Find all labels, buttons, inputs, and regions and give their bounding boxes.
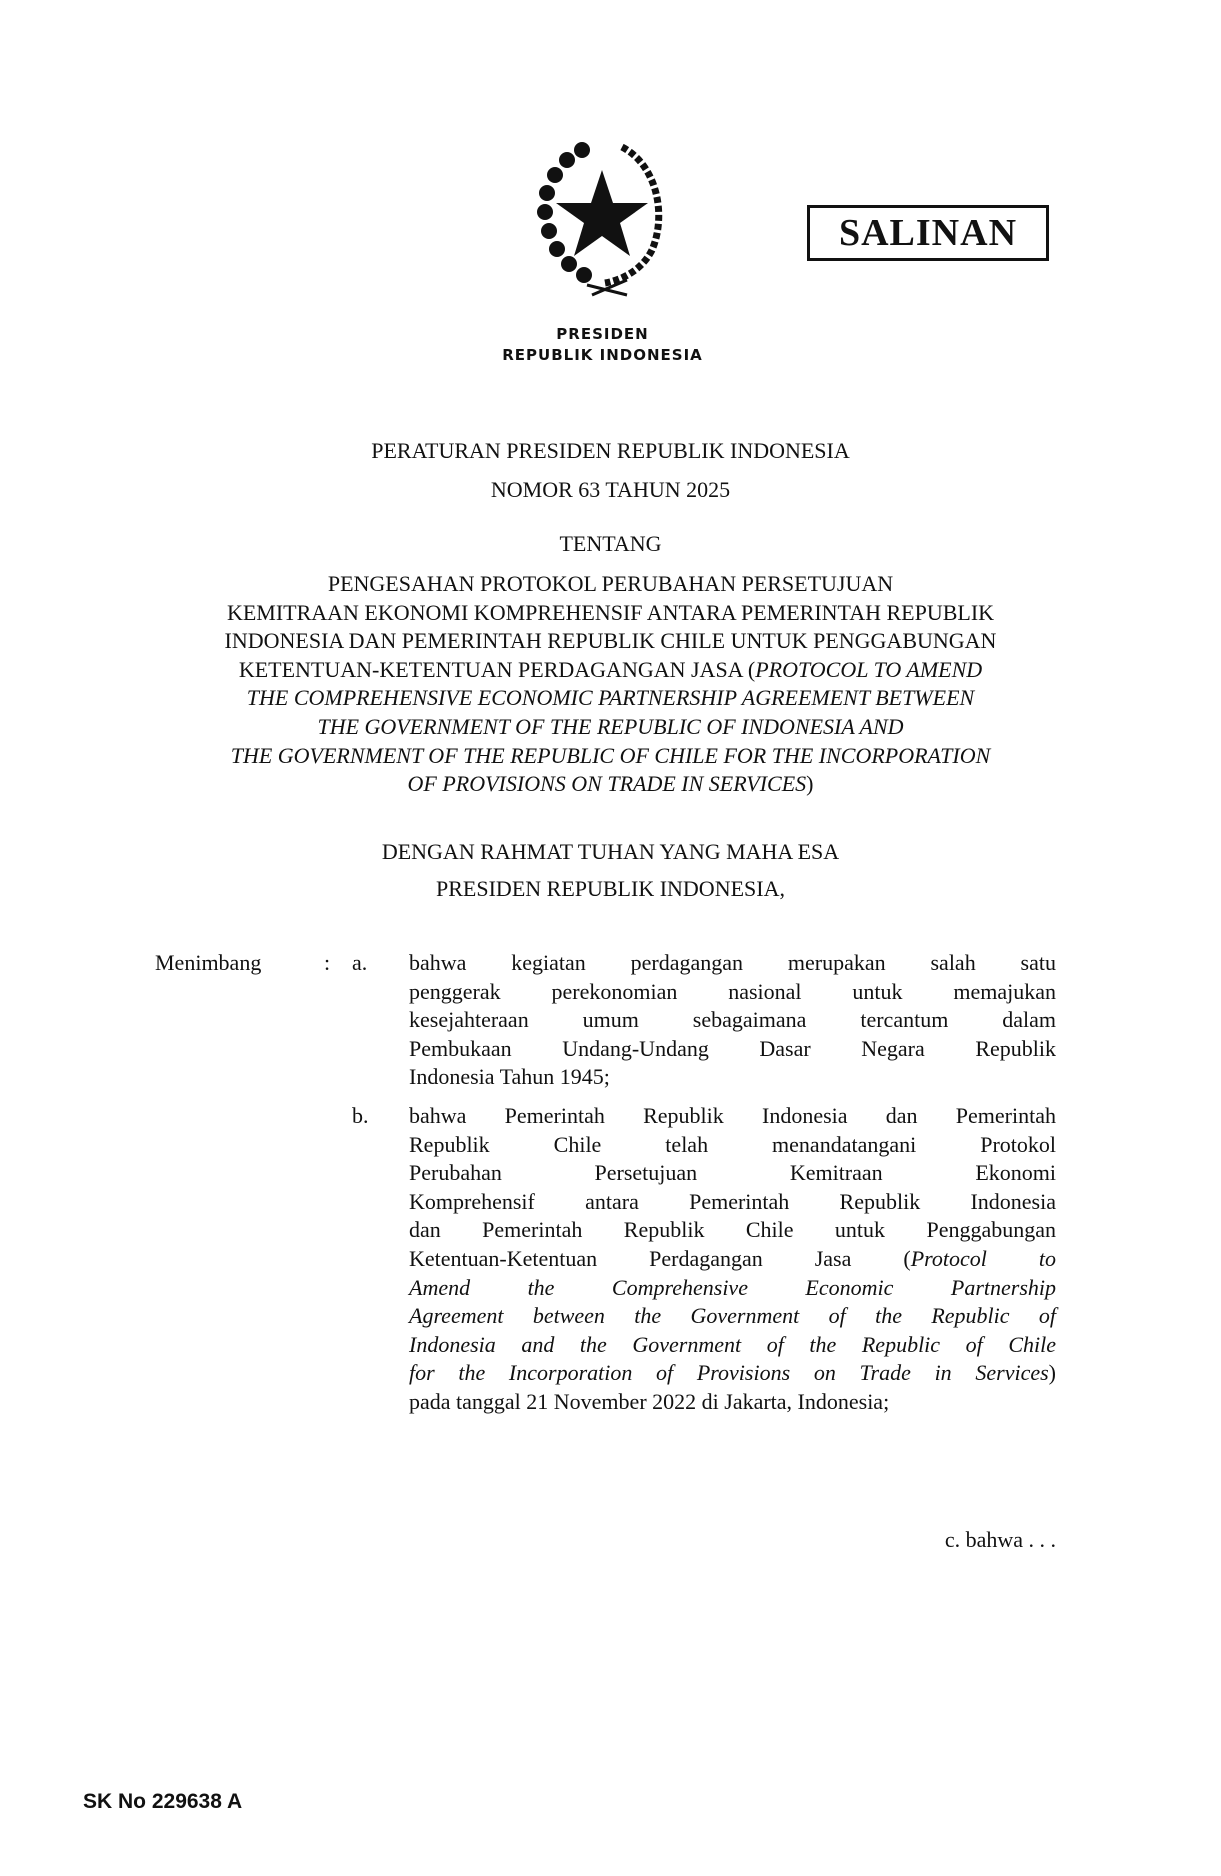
text-line — [409, 978, 1056, 1007]
tentang-heading: TENTANG — [559, 531, 662, 556]
text-line — [409, 1102, 1056, 1131]
text-segment: Komprehensif antara Pemerintah Republik Indonesia — [409, 1188, 1056, 1214]
text-segment: Agreement between the Government of the Republic of — [409, 1303, 1056, 1329]
text-line — [409, 1245, 1056, 1274]
text-segment: OF PROVISIONS ON TRADE IN SERVICES — [407, 771, 807, 797]
presidential-emblem-icon — [527, 135, 677, 300]
regulation-subject — [0, 570, 1221, 799]
text-line — [409, 1359, 1056, 1388]
text-line — [0, 599, 1221, 628]
emblem-caption-presiden: PRESIDEN — [556, 325, 649, 343]
item-a-text — [409, 949, 1056, 1092]
text-segment: pada tanggal 21 November 2022 di Jakarta, Indonesia; — [409, 1388, 890, 1414]
text-line — [409, 1331, 1056, 1360]
continuation-marker: c. bahwa . . . — [944, 1527, 1056, 1552]
text-segment: Ketentuan-Ketentuan Perdagangan Jasa ( — [409, 1245, 911, 1271]
text-segment: bahwa Pemerintah Republik Indonesia dan Pemerintah — [409, 1103, 1056, 1128]
text-segment: INDONESIA DAN PEMERINTAH REPUBLIK CHILE UNTUK PENGGABUNGAN — [224, 628, 997, 654]
text-segment: Indonesia Tahun 1945; — [409, 1064, 610, 1090]
salinan-stamp: SALINAN — [807, 205, 1049, 261]
item-b-marker: b. — [352, 1103, 369, 1128]
text-line — [0, 570, 1221, 599]
emblem-caption-republik: REPUBLIK INDONESIA — [502, 346, 703, 364]
text-line — [409, 1159, 1056, 1188]
text-segment: for the Incorporation of Provisions on Trade in Services — [409, 1360, 1049, 1386]
item-a-marker: a. — [352, 950, 368, 975]
text-segment: dan Pemerintah Republik Chile untuk Penggabungan — [409, 1217, 1056, 1243]
preamble-line2: PRESIDEN REPUBLIK INDONESIA, — [436, 876, 785, 901]
text-line — [0, 770, 1221, 799]
preamble-line1: DENGAN RAHMAT TUHAN YANG MAHA ESA — [381, 839, 840, 864]
text-segment: Protocol to — [910, 1245, 1056, 1271]
text-segment: THE COMPREHENSIVE ECONOMIC PARTNERSHIP AGREEMENT BETWEEN — [246, 685, 975, 711]
text-line — [409, 1131, 1056, 1160]
text-line — [409, 949, 1056, 978]
text-segment: ) — [806, 771, 814, 797]
text-line — [0, 627, 1221, 656]
text-segment: KETENTUAN-KETENTUAN PERDAGANGAN JASA ( — [238, 656, 756, 682]
text-segment: Amend the Comprehensive Economic Partnership — [409, 1274, 1056, 1300]
text-segment: THE GOVERNMENT OF THE REPUBLIC OF CHILE FOR THE INCORPORATION — [230, 742, 991, 768]
text-segment: Pembukaan Undang-Undang Dasar Negara Republik — [409, 1035, 1056, 1061]
text-segment: Indonesia and the Government of the Republic of Chile — [409, 1331, 1056, 1357]
text-line — [409, 1063, 1056, 1092]
regulation-number: NOMOR 63 TAHUN 2025 — [490, 477, 731, 502]
text-line — [409, 1006, 1056, 1035]
text-segment: PENGESAHAN PROTOKOL PERUBAHAN PERSETUJUAN — [327, 571, 894, 596]
text-line — [409, 1302, 1056, 1331]
menimbang-label: Menimbang — [155, 950, 262, 975]
sk-number: SK No 229638 A — [83, 1790, 243, 1813]
text-line — [0, 742, 1221, 771]
text-segment: penggerak perekonomian nasional untuk memajukan — [409, 978, 1056, 1004]
text-segment: PROTOCOL TO AMEND — [755, 656, 983, 682]
text-segment: ) — [1048, 1360, 1056, 1386]
text-line — [409, 1188, 1056, 1217]
text-line — [409, 1216, 1056, 1245]
text-segment: KEMITRAAN EKONOMI KOMPREHENSIF ANTARA PEMERINTAH REPUBLIK — [226, 599, 995, 625]
text-line — [409, 1035, 1056, 1064]
text-line — [0, 656, 1221, 685]
regulation-title: PERATURAN PRESIDEN REPUBLIK INDONESIA — [371, 438, 850, 463]
item-b-text — [409, 1102, 1056, 1417]
text-segment: Republik Chile telah menandatangani Protokol — [409, 1131, 1056, 1157]
text-segment: bahwa kegiatan perdagangan merupakan salah satu — [409, 950, 1056, 975]
text-line — [0, 713, 1221, 742]
menimbang-colon: : — [324, 950, 331, 975]
text-line — [409, 1388, 1056, 1417]
text-line — [409, 1274, 1056, 1303]
text-segment: kesejahteraan umum sebagaimana tercantum dalam — [409, 1007, 1056, 1033]
text-segment: THE GOVERNMENT OF THE REPUBLIC OF INDONESIA AND — [317, 713, 904, 739]
text-line — [0, 684, 1221, 713]
text-segment: Perubahan Persetujuan Kemitraan Ekonomi — [409, 1160, 1056, 1186]
